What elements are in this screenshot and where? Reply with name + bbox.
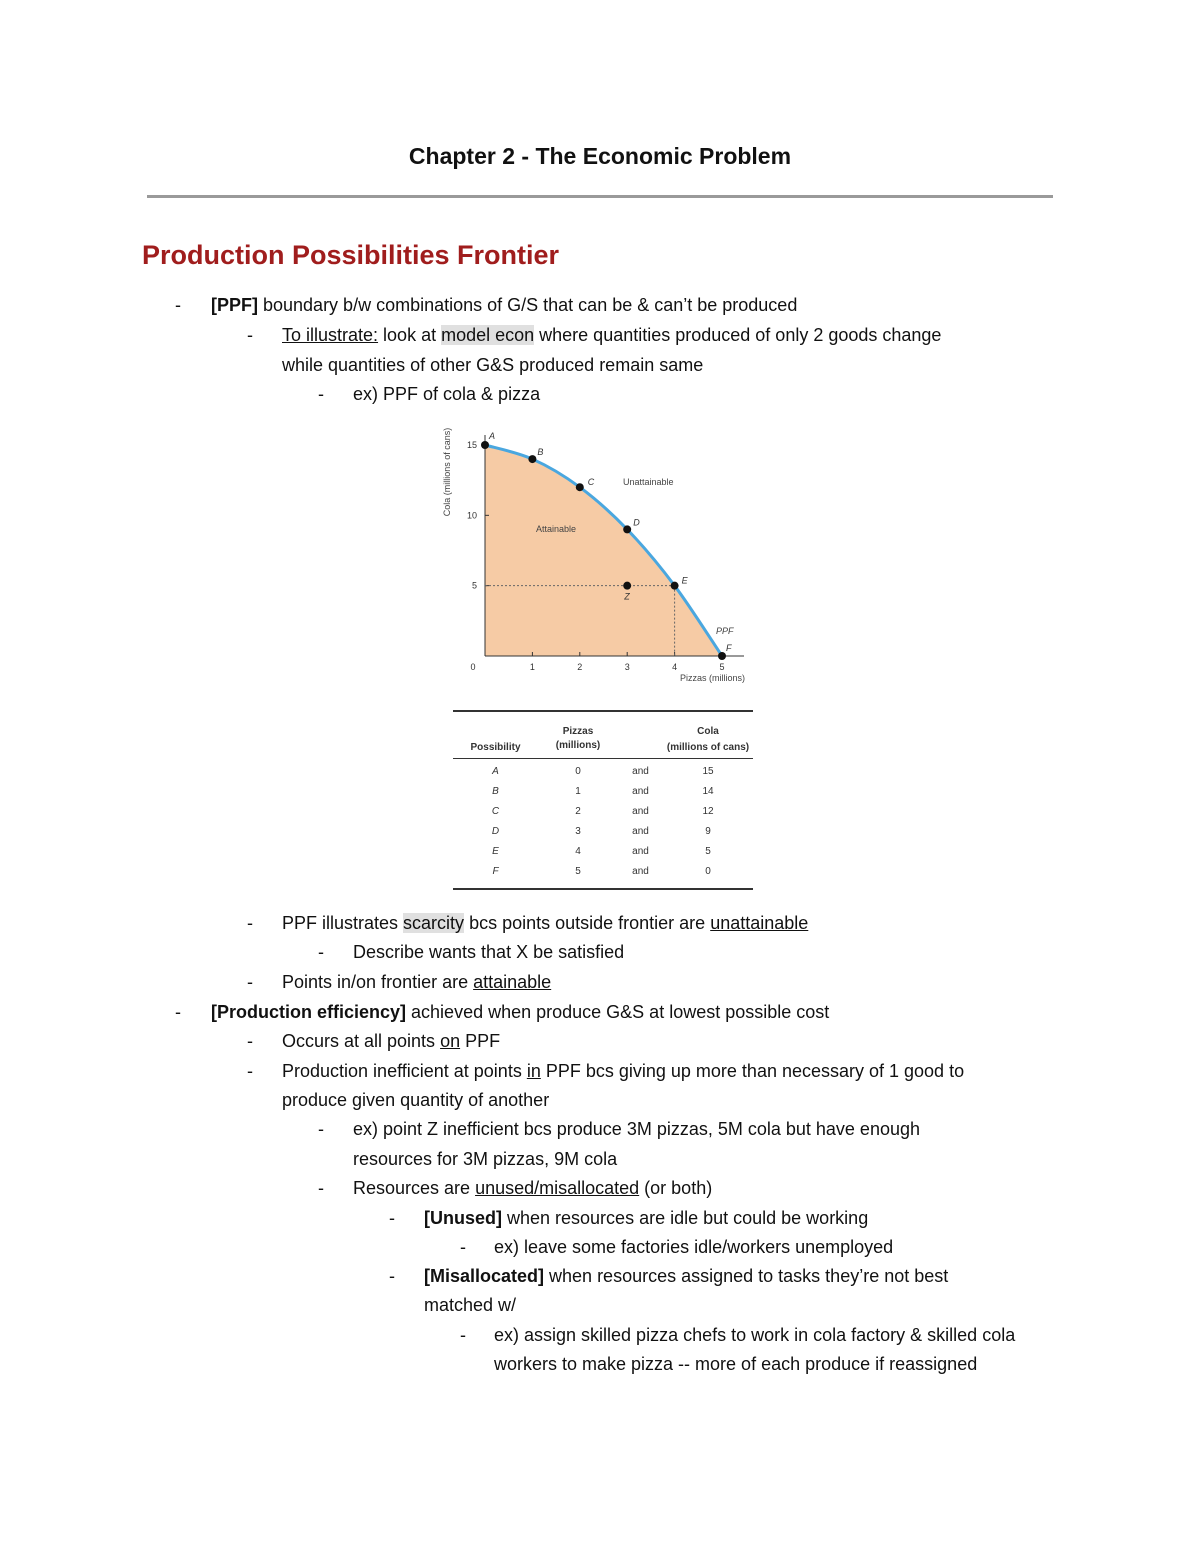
page-title: Chapter 2 - The Economic Problem xyxy=(408,143,792,169)
bullet-example-reassign: ex) assign skilled pizza chefs to work in cola factory & skilled cola xyxy=(494,1325,1016,1345)
data-point-e xyxy=(671,582,679,590)
table-cell-cola: 14 xyxy=(702,786,714,797)
bullet-continuation: while quantities of other G&S produced remain same xyxy=(282,355,704,375)
table-cell-pizzas: 2 xyxy=(575,806,581,817)
bullet-dash: - xyxy=(247,1031,253,1051)
ppf-chart xyxy=(430,410,760,695)
bullet-dash: - xyxy=(247,913,253,933)
y-tick-label: 5 xyxy=(471,580,477,591)
bullet-continuation: produce given quantity of another xyxy=(282,1090,550,1110)
bullet-dash: - xyxy=(175,1002,181,1022)
table-cell-possibility: C xyxy=(491,806,500,817)
term-production-efficiency: [Production efficiency] xyxy=(211,1002,407,1022)
section-heading: Production Possibilities Frontier xyxy=(142,240,560,270)
table-cell-possibility: B xyxy=(492,786,499,797)
header-cola: Cola xyxy=(697,726,719,737)
bullet-continuation: resources for 3M pizzas, 9M cola xyxy=(353,1149,618,1169)
underline-on: on xyxy=(440,1031,461,1051)
table-cell-possibility: D xyxy=(491,826,500,837)
text: Resources are xyxy=(353,1178,476,1198)
bullet-to-illustrate xyxy=(282,324,941,346)
label-unattainable: Unattainable xyxy=(623,477,674,487)
bullet-scarcity xyxy=(282,912,808,934)
bullet-production-efficiency xyxy=(211,1001,829,1023)
bullet-continuation: workers to make pizza -- more of each produce if reassigned xyxy=(494,1354,978,1374)
highlight-model-econ: model econ xyxy=(441,325,535,345)
bullet-dash: - xyxy=(460,1237,466,1257)
data-point-f xyxy=(718,652,726,660)
x-tick-label: 0 xyxy=(470,662,476,672)
label-attainable: Attainable xyxy=(536,524,577,534)
bullet-example-idle: ex) leave some factories idle/workers unemployed xyxy=(494,1237,894,1257)
text: PPF xyxy=(460,1031,501,1051)
table-cell-pizzas: 4 xyxy=(575,846,581,857)
table-cell-and: and xyxy=(632,766,649,777)
text: PPF bcs giving up more than necessary of 1 good to xyxy=(540,1061,965,1081)
table-cell-possibility: E xyxy=(492,846,499,857)
point-label-c: C xyxy=(587,477,595,488)
table-cell-cola: 5 xyxy=(705,846,711,857)
table-cell-possibility: F xyxy=(492,866,499,877)
x-tick-label: 1 xyxy=(529,662,535,672)
header-cola-unit: (millions of cans) xyxy=(666,742,750,753)
header-pizzas: Pizzas xyxy=(562,726,594,737)
header-pizzas-unit: (millions) xyxy=(555,740,601,751)
point-label-f: F xyxy=(726,643,732,653)
text: where quantities produced of only 2 goods change xyxy=(534,325,942,345)
bullet-dash: - xyxy=(389,1208,395,1228)
bullet-dash: - xyxy=(247,1061,253,1081)
x-tick-label: 5 xyxy=(719,662,725,672)
table-top-rule xyxy=(453,710,753,712)
label-to-illustrate: To illustrate: xyxy=(282,325,379,345)
data-point-d xyxy=(623,525,631,533)
table-cell-cola: 12 xyxy=(702,806,714,817)
data-point-z xyxy=(623,582,631,590)
attainable-region xyxy=(485,445,722,656)
ppf-table xyxy=(453,710,753,892)
bullet-dash: - xyxy=(318,384,324,404)
table-cell-pizzas: 3 xyxy=(575,826,581,837)
point-label-e: E xyxy=(681,575,688,586)
data-point-c xyxy=(576,483,584,491)
bullet-continuation: matched w/ xyxy=(424,1295,517,1315)
bullet-occurs-on-ppf xyxy=(282,1030,500,1052)
table-cell-pizzas: 5 xyxy=(575,866,581,877)
bullet-example-ppf: ex) PPF of cola & pizza xyxy=(353,384,541,404)
bullet-attainable xyxy=(282,971,551,993)
underline-unused-misallocated: unused/misallocated xyxy=(475,1178,640,1198)
term-misallocated: [Misallocated] xyxy=(424,1266,545,1286)
x-tick-label: 4 xyxy=(672,662,678,672)
table-cell-and: and xyxy=(632,846,649,857)
table-cell-and: and xyxy=(632,786,649,797)
title-divider xyxy=(147,195,1053,198)
bullet-describe-wants: Describe wants that X be satisfied xyxy=(353,942,625,962)
bullet-dash: - xyxy=(175,295,181,315)
point-label-a: A xyxy=(489,431,496,441)
table-cell-pizzas: 1 xyxy=(575,786,581,797)
point-label-d: D xyxy=(633,517,640,528)
bullet-dash: - xyxy=(318,1178,324,1198)
underline-unattainable: unattainable xyxy=(710,913,809,933)
text: Occurs at all points xyxy=(282,1031,441,1051)
term-unused: [Unused] xyxy=(424,1208,502,1228)
data-point-a xyxy=(481,441,489,449)
y-tick-label: 10 xyxy=(466,510,477,521)
table-cell-cola: 15 xyxy=(702,766,714,777)
table-bottom-rule xyxy=(453,888,753,890)
x-axis-label: Pizzas (millions) xyxy=(679,673,745,683)
text: boundary b/w combinations of G/S that can be & can’t be produced xyxy=(258,295,798,315)
underline-in: in xyxy=(526,1061,541,1081)
text: Production inefficient at points xyxy=(282,1061,527,1081)
bullet-resources xyxy=(353,1177,712,1199)
underline-attainable: attainable xyxy=(473,972,552,992)
data-point-b xyxy=(528,455,536,463)
table-cell-and: and xyxy=(632,806,649,817)
point-label-z: Z xyxy=(624,591,630,602)
text: (or both) xyxy=(639,1178,713,1198)
header-possibility: Possibility xyxy=(470,742,521,753)
text: achieved when produce G&S at lowest possible cost xyxy=(406,1002,830,1022)
text: bcs points outside frontier are xyxy=(464,913,711,933)
table-cell-and: and xyxy=(632,866,649,877)
text: when resources assigned to tasks they’re not best xyxy=(544,1266,949,1286)
bullet-unused xyxy=(424,1207,868,1229)
x-tick-label: 2 xyxy=(577,662,583,672)
bullet-dash: - xyxy=(460,1325,466,1345)
bullet-dash: - xyxy=(247,972,253,992)
table-cell-cola: 9 xyxy=(705,826,711,837)
bullet-dash: - xyxy=(318,942,324,962)
text: Points in/on frontier are xyxy=(282,972,474,992)
bullet-dash: - xyxy=(389,1266,395,1286)
table-cell-pizzas: 0 xyxy=(575,766,581,777)
table-header-rule xyxy=(453,758,753,759)
label-ppf: PPF xyxy=(716,626,734,636)
x-tick-label: 3 xyxy=(624,662,630,672)
bullet-ppf-definition xyxy=(211,294,797,316)
bullet-example-point-z: ex) point Z inefficient bcs produce 3M pizzas, 5M cola but have enough xyxy=(353,1119,920,1139)
table-cell-and: and xyxy=(632,826,649,837)
text: PPF illustrates xyxy=(282,913,404,933)
bullet-misallocated xyxy=(424,1265,948,1287)
bullet-production-inefficient xyxy=(282,1060,964,1082)
text: when resources are idle but could be working xyxy=(502,1208,869,1228)
point-label-b: B xyxy=(537,447,544,458)
bullet-dash: - xyxy=(247,325,253,345)
y-axis-label: Cola (millions of cans) xyxy=(442,427,452,517)
table-cell-cola: 0 xyxy=(705,866,711,877)
y-tick-label: 15 xyxy=(466,440,477,450)
term-ppf: [PPF] xyxy=(211,295,258,315)
table-cell-possibility: A xyxy=(492,766,499,777)
highlight-scarcity: scarcity xyxy=(403,913,465,933)
text: look at xyxy=(378,325,442,345)
bullet-dash: - xyxy=(318,1119,324,1139)
